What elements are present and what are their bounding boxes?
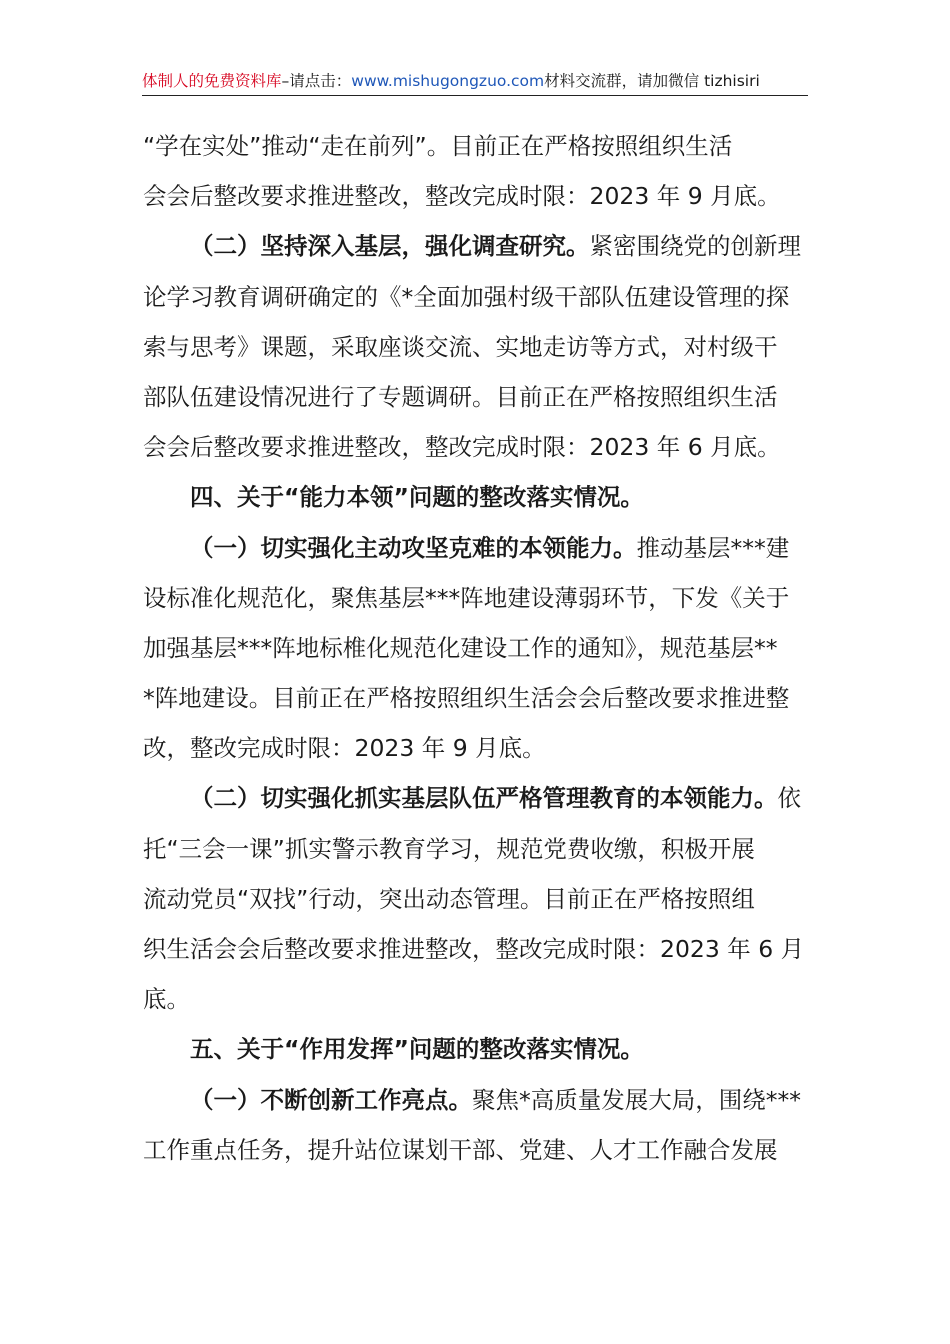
text-line: [143, 1024, 807, 1074]
text-line: 托“三会一课”抓实警示教育学习，规范党费收缴，积极开展: [143, 834, 755, 863]
text-line: 改，整改完成时限：2023 年 9 月底。: [143, 734, 546, 763]
text-line: 加强基层***阵地标椎化规范化建设工作的通知》，规范基层**: [143, 633, 778, 662]
text-line: 工作重点任务，提升站位谋划干部、党建、人才工作融合发展: [143, 1135, 778, 1164]
text-line: 会会后整改要求推进整改，整改完成时限：2023 年 6 月底。: [143, 433, 781, 462]
header-divider: [142, 95, 808, 96]
text-line: 织生活会会后整改要求推进整改，整改完成时限：2023 年 6 月: [143, 935, 805, 963]
page-header: [142, 68, 808, 94]
text-line: （二）切实强化抓实基层队伍严格管理教育的本领能力。依: [190, 784, 801, 813]
header-url-link[interactable]: www.mishugongzuo.com: [351, 72, 545, 90]
header-contact: 材料交流群，请加微信 tizhisiri: [544, 72, 760, 90]
chapter-heading: 四、关于“能力本领”问题的整改落实情况。: [190, 483, 644, 512]
header-prompt: –请点击：: [281, 72, 352, 90]
text-line: *阵地建设。目前正在严格按照组织生活会会后整改要求推进整: [143, 684, 790, 713]
text-line: [143, 472, 807, 522]
section-heading: （二）坚持深入基层，强化调查研究。: [190, 232, 590, 261]
text-line: 索与思考》课题，采取座谈交流、实地走访等方式，对村级干: [143, 332, 778, 361]
section-heading: （一）切实强化主动攻坚克难的本领能力。: [190, 533, 637, 562]
text-line: 底。: [143, 985, 190, 1014]
text-line: （一）不断创新工作亮点。聚焦*高质量发展大局，围绕***: [190, 1085, 801, 1114]
text-line: 流动党员“双找”行动，突出动态管理。目前正在严格按照组: [143, 884, 755, 913]
text-line: （一）切实强化主动攻坚克难的本领能力。推动基层***建: [190, 533, 790, 562]
text-line: 部队伍建设情况进行了专题调研。目前正在严格按照组织生活: [143, 382, 778, 411]
document-body: [143, 121, 807, 1175]
text-line: （二）坚持深入基层，强化调查研究。紧密围绕党的创新理: [190, 232, 801, 261]
chapter-heading: 五、关于“作用发挥”问题的整改落实情况。: [190, 1035, 644, 1064]
text-line: “学在实处”推动“走在前列”。目前正在严格按照组织生活: [143, 132, 733, 160]
text-line: 会会后整改要求推进整改，整改完成时限：2023 年 9 月底。: [143, 182, 781, 211]
section-heading: （二）切实强化抓实基层队伍严格管理教育的本领能力。: [190, 784, 778, 813]
header-brand: 体制人的免费资料库: [142, 72, 282, 90]
text-line: 设标准化规范化，聚焦基层***阵地建设薄弱环节，下发《关于: [143, 583, 790, 612]
text-line: 论学习教育调研确定的《*全面加强村级干部队伍建设管理的探: [143, 282, 790, 311]
section-heading: （一）不断创新工作亮点。: [190, 1085, 472, 1114]
